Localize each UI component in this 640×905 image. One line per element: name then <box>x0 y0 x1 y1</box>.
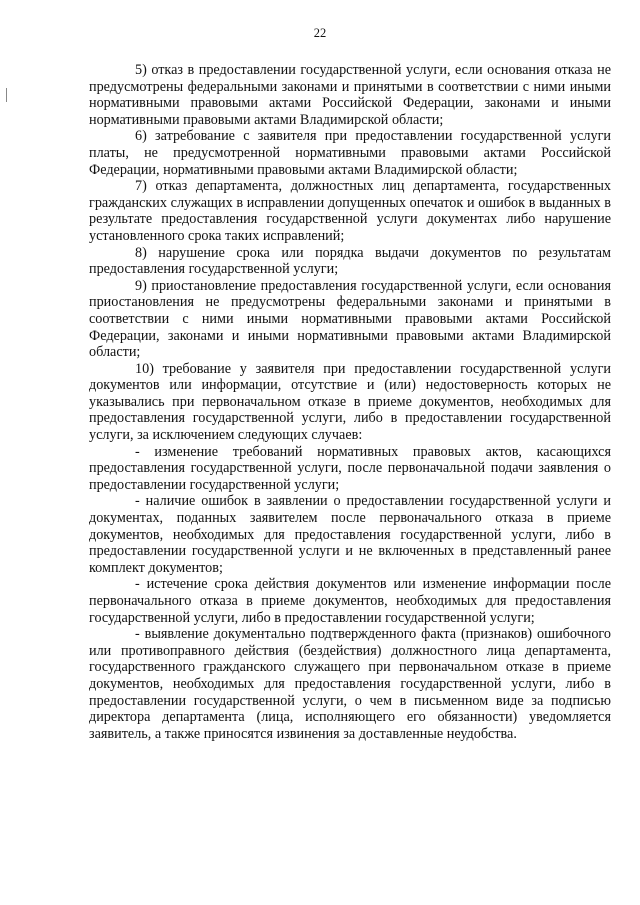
paragraph-item-7: 7) отказ департамента, должностных лиц департамента, государственных гражданских служащих в исправлении допущенных опечаток и ошибок в выданных в результате предоставления государственной услуги документах либо нарушение установленного срока таких исправлений; <box>89 178 611 244</box>
exception-item-legal-change: - изменение требований нормативных правовых актов, касающихся предоставления государственной услуги, после первоначальной подачи заявления о предоставлении государственной услуги; <box>89 443 611 493</box>
document-body <box>89 62 611 742</box>
paragraph-item-6: 6) затребование с заявителя при предоставлении государственной услуги платы, не предусмотренной нормативными правовыми актами Российской Федерации, нормативными правовыми актами Владимирской области; <box>89 128 611 178</box>
exception-item-errors: - наличие ошибок в заявлении о предоставлении государственной услуги и документах, поданных заявителем после первоначального отказа в приеме документов, необходимых для предоставления государственной услуги, либо в предоставлении государственной услуги и не включенных в представленный ранее комплект документов; <box>89 493 611 576</box>
paragraph-item-8: 8) нарушение срока или порядка выдачи документов по результатам предоставления государственной услуги; <box>89 244 611 278</box>
scan-margin-mark <box>6 88 7 102</box>
paragraph-item-9: 9) приостановление предоставления государственной услуги, если основания приостановления не предусмотрены федеральными законами и принятыми в соответствии с ними иными нормативными правовыми актами Российской Федерации, законами и иными нормативными правовыми актами Владимирской области; <box>89 277 611 361</box>
paragraph-item-10: 10) требование у заявителя при предоставлении государственной услуги документов или информации, отсутствие и (или) недостоверность которых не указывались при первоначальном отказе в приеме документов, необходимых для предоставления государственной услуги, либо в предоставлении государственной услуги, за исключением следующих случаев: <box>89 360 611 444</box>
exception-item-expiry: - истечение срока действия документов или изменение информации после первоначального отказа в приеме документов, необходимых для предоставления государственной услуги, либо в предоставлении государственной услуги; <box>89 576 611 626</box>
page-number: 22 <box>313 26 327 40</box>
paragraph-item-5: 5) отказ в предоставлении государственной услуги, если основания отказа не предусмотрены федеральными законами и принятыми в соответствии с ними иными нормативными правовыми актами Российской Федерации, законами и иными нормативными правовыми актами Владимирской области; <box>89 62 611 128</box>
exception-item-wrongful-action: - выявление документально подтвержденного факта (признаков) ошибочного или противоправного действия (бездействия) должностного лица департамента, государственного гражданского служащего при первоначальном отказе в приеме документов, необходимых для предоставления государственной услуги, либо в предоставлении государственной услуги, о чем в письменном виде за подписью директора департамента (лица, исполняющего его обязанности) уведомляется заявитель, а также приносятся извинения за доставленные неудобства. <box>89 626 611 742</box>
